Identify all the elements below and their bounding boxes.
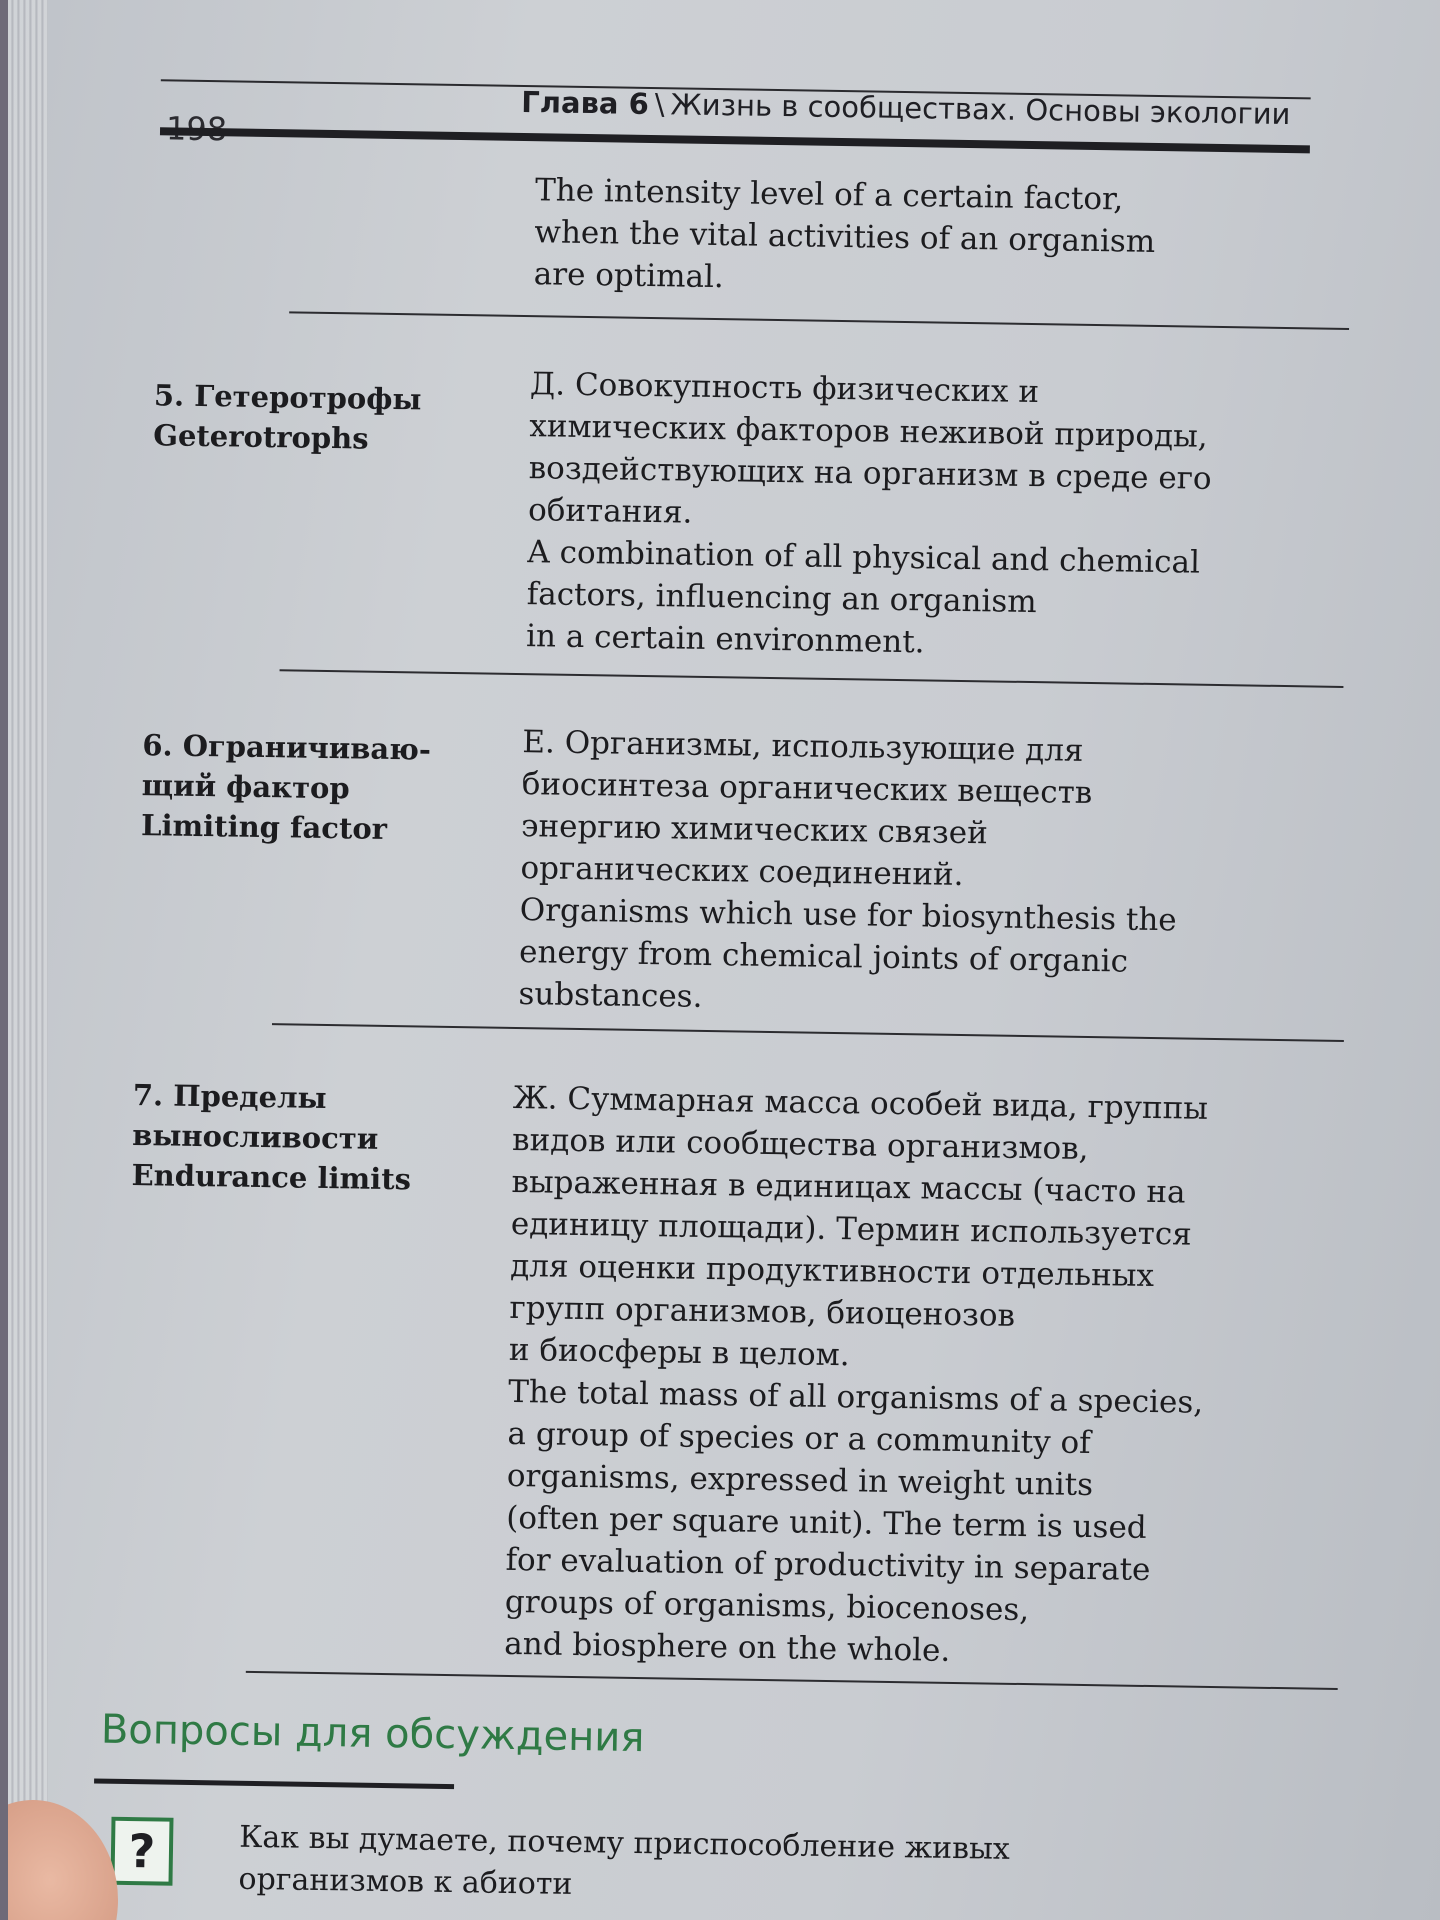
- discussion-underline: [94, 1778, 454, 1789]
- definition-line: химических факторов неживой природы,: [529, 408, 1208, 455]
- chapter-separator: \: [654, 87, 665, 122]
- definition-line: и биосферы в целом.: [508, 1331, 850, 1374]
- discussion-title: Вопросы для обсуждения: [100, 1706, 645, 1762]
- definition-line: органических соединений.: [520, 850, 964, 894]
- question-line: Как вы думаете, почему приспособление живых: [238, 1819, 1011, 1867]
- term-line: щий фактор: [141, 768, 350, 806]
- definition-line: energy from chemical joints of organic: [518, 934, 1129, 980]
- definition-line: The intensity level of a certain factor,: [534, 172, 1124, 218]
- term-line: 5. Гетеротрофы: [153, 378, 422, 417]
- definition-line: групп организмов, биоценозов: [509, 1289, 1016, 1334]
- definition-line: factors, influencing an organism: [526, 576, 1037, 621]
- discussion-question: [238, 1817, 1010, 1913]
- continued-definition: [533, 169, 1295, 307]
- term-line: 7. Пределы: [132, 1077, 327, 1116]
- definition-line: видов или сообщества организмов,: [511, 1121, 1089, 1168]
- definition-line: (often per square unit). The term is used: [505, 1499, 1147, 1546]
- definition-line: воздействующих на организм в среде его: [528, 450, 1212, 497]
- definition-line: substances.: [518, 976, 703, 1015]
- definition-line: Ж. Суммарная масса особей вида, группы: [512, 1079, 1209, 1127]
- definition-line: in a certain environment.: [525, 618, 925, 661]
- definition-line: The total mass of all organisms of a species,: [507, 1373, 1204, 1421]
- definition-line: выраженная в единицах массы (часто на: [511, 1163, 1186, 1211]
- question-mark-icon: ?: [110, 1817, 173, 1886]
- definition-line: обитания.: [527, 492, 693, 531]
- definition-e: [518, 721, 1283, 1027]
- definition-line: are optimal.: [533, 256, 725, 296]
- definition-line: для оценки продуктивности отдельных: [509, 1247, 1155, 1295]
- definition-line: Е. Организмы, использующие для: [522, 724, 1084, 769]
- chapter-header: [521, 85, 1291, 131]
- definition-line: groups of organisms, biocenoses,: [504, 1583, 1030, 1629]
- page-content: [8, 0, 1440, 1920]
- term-line: 6. Ограничиваю-: [142, 728, 432, 767]
- definition-line: Д. Совокупность физических и: [529, 366, 1040, 411]
- term-line: Limiting factor: [140, 808, 388, 846]
- term-endurance-limits: [131, 1075, 412, 1199]
- definition-line: and biosphere on the whole.: [504, 1625, 951, 1669]
- definition-line: энергию химических связей: [520, 808, 989, 852]
- definition-line: for evaluation of productivity in separate: [505, 1541, 1151, 1589]
- question-line: организмов к абиоти: [238, 1861, 573, 1902]
- term-line: выносливости: [131, 1117, 379, 1156]
- chapter-title: Жизнь в сообществах. Основы экологии: [670, 87, 1291, 132]
- definition-line: when the vital activities of an organism: [534, 214, 1156, 260]
- definition-line: A combination of all physical and chemical: [527, 534, 1201, 581]
- term-geterotrophs: [153, 375, 422, 459]
- chapter-label: Глава 6: [521, 84, 650, 121]
- header-rule-thick: [160, 127, 1310, 153]
- term-limiting-factor: [141, 725, 432, 850]
- definition-line: биосинтеза органических веществ: [521, 766, 1093, 812]
- row-divider: [289, 311, 1349, 330]
- definition-line: единицу площади). Термин используется: [510, 1205, 1193, 1253]
- book-page: [8, 0, 1440, 1920]
- term-line: Endurance limits: [131, 1157, 412, 1197]
- definition-zh: [504, 1077, 1273, 1677]
- term-line: Geterotrophs: [152, 418, 369, 456]
- definition-line: Organisms which use for biosynthesis the: [519, 892, 1177, 939]
- definition-d: [526, 363, 1291, 669]
- row-divider: [272, 1023, 1344, 1042]
- definition-line: a group of species or a community of: [507, 1415, 1091, 1462]
- row-divider: [280, 669, 1344, 688]
- definition-line: organisms, expressed in weight units: [506, 1457, 1094, 1504]
